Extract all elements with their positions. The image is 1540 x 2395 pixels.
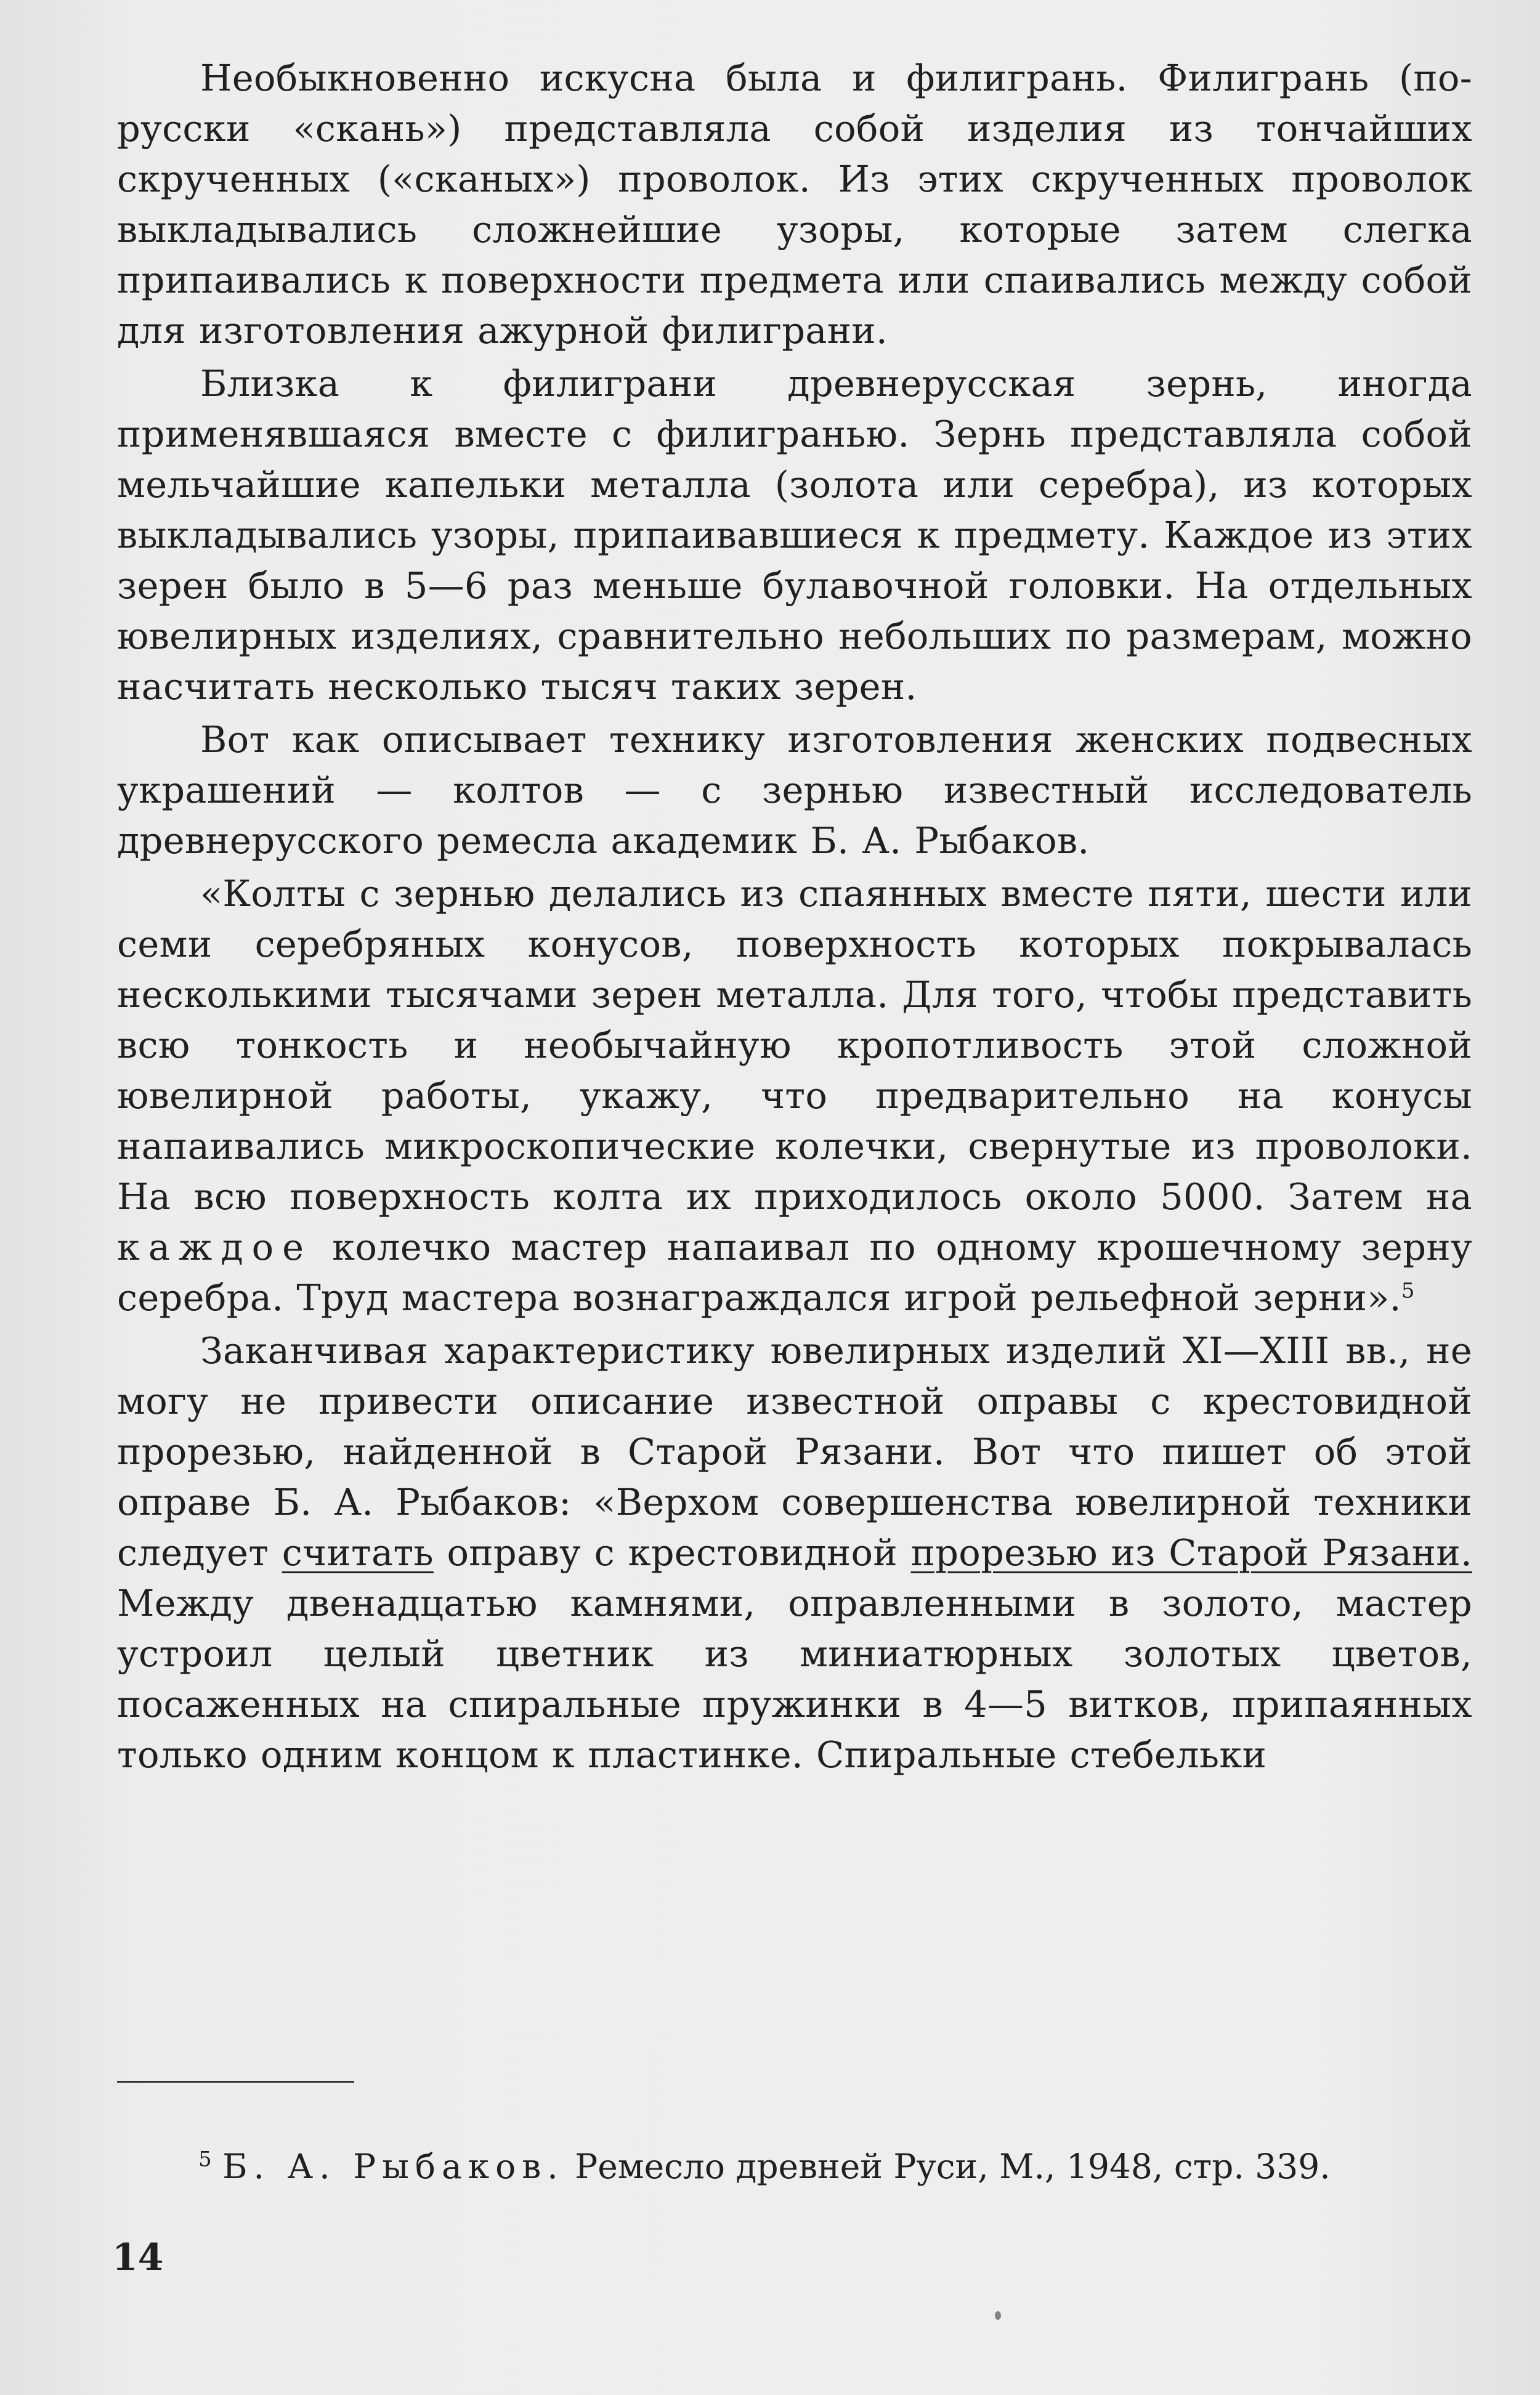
paragraph-granulation: Близка к филиграни древнерусская зернь, иногда применявшаяся вместе с филигранью. Зернь представляла собой мельчайшие капельки металла (золота или серебра), из которых выкладывались узоры, припаивавшиеся к предмету. Каждое из этих зерен было в 5—6 раз меньше булавочной головки. На отдельных ювелирных изделиях, сравнительно небольших по размерам, можно насчитать несколько тысяч таких зерен. xyxy=(117,362,1472,708)
paragraph-ryazan-frame xyxy=(117,1326,1472,1780)
footnote-reference[interactable]: 5 xyxy=(1401,1278,1415,1303)
footnote xyxy=(198,2145,1458,2188)
footnote-divider xyxy=(117,2081,354,2083)
main-text xyxy=(117,53,1472,1780)
print-speck xyxy=(995,2311,1001,2320)
underlined-phrase: прорезью из Старой Рязани. xyxy=(910,1531,1473,1574)
footnote-author: Б. А. Рыбаков. xyxy=(222,2147,564,2186)
ryazan-text-end: Между двенадцатью камнями, оправленными в золото, мастер устроил целый цветник из миниатюрных золотых цветов, посаженных на спиральные пружинки в 4—5 витков, припаянных только одним концом к пластинке. Спиральные стебельки xyxy=(117,1582,1472,1776)
ryazan-text-middle: оправу с крестовидной xyxy=(447,1531,898,1574)
paragraph-rybakov-quote xyxy=(117,869,1472,1323)
quote-text-start: «Колты с зернью делались из спаянных вместе пяти, шести или семи серебряных конусов, поверхность которых покрывалась несколькими тысячами зерен металла. Для того, чтобы представить всю тонкость и необычайную кропотливость этой сложной ювелирной работы, укажу, что предварительно на конусы напаивались микроскопические колечки, свернутые из проволоки. На всю поверхность колта их приходилось около 5000. Затем на xyxy=(117,872,1472,1218)
quote-text-end: колечко мастер напаивал по одному крошечному зерну серебра. Труд мастера вознаграждался игрой рельефной зерни». xyxy=(117,1226,1472,1319)
quote-spaced-word: каждое xyxy=(117,1226,313,1268)
paragraph-kolty-intro: Вот как описывает технику изготовления женских подвесных украшений — колтов — с зернью известный исследователь древнерусского ремесла академик Б. А. Рыбаков. xyxy=(117,718,1472,862)
underlined-word: считать xyxy=(282,1531,434,1574)
footnote-source: Ремесло древней Руси, М., 1948, стр. 339. xyxy=(575,2147,1331,2186)
ryazan-text-start: Заканчивая характеристику ювелирных изделий XI—XIII вв., не могу не привести описание известной оправы с крестовидной прорезью, найденной в Старой Рязани. Вот что пишет об этой оправе Б. А. Рыбаков: «Верхом совершенства ювелирной техники следует xyxy=(117,1329,1472,1574)
page-number: 14 xyxy=(112,2236,164,2279)
footnote-mark: 5 xyxy=(198,2147,212,2172)
paragraph-filigree: Необыкновенно искусна была и филигрань. Филигрань (по-русски «скань») представляла собой изделия из тончайших скрученных («сканых») проволок. Из этих скрученных проволок выкладывались сложнейшие узоры, которые затем слегка припаивались к поверхности предмета или спаивались между собой для изготовления ажурной филиграни. xyxy=(117,57,1472,352)
